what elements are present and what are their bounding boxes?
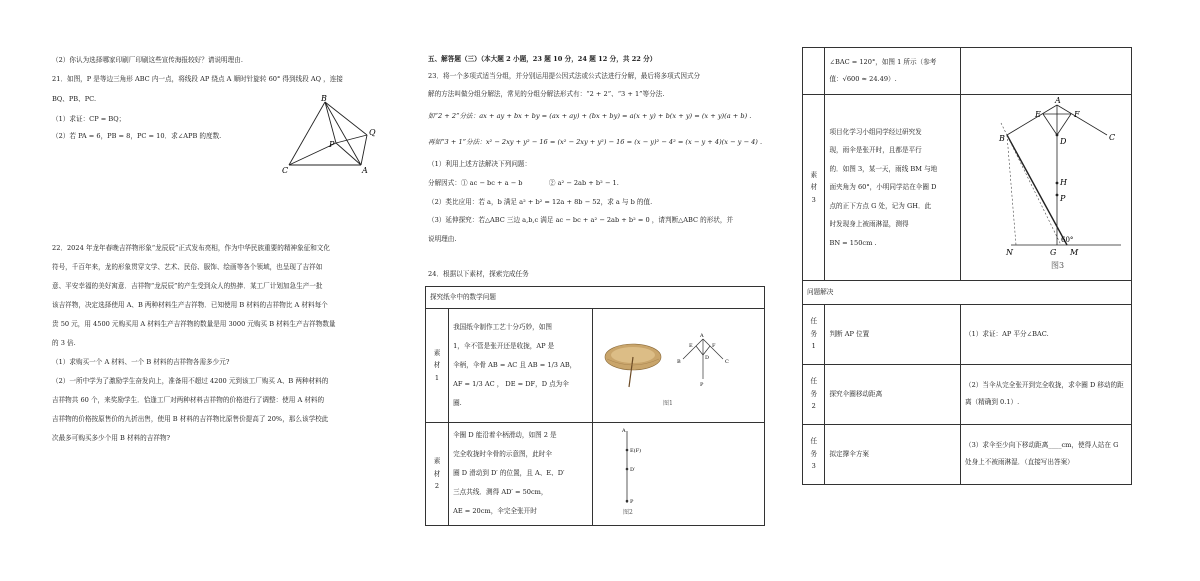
material2-line: 三点共线．测得 AD′ = 50cm， [453,488,548,497]
edge-pq [336,135,367,143]
fig2-caption: 图2 [623,508,634,516]
figure-1-umbrella [593,309,763,417]
fig1-label-p: P [700,382,704,388]
label-q: Q [369,128,376,137]
fig2-label-d-prime: D′ [630,466,636,473]
task2-description: （2）当伞从完全张开到完全收拢，求伞圈 D 移动的距离（精确到 0.1）. [960,364,1131,424]
task2-name: 探究伞圈移动距离 [825,364,961,424]
material1-line: 我国纸伞制作工艺十分巧妙，如图 [453,322,552,331]
q22-part2-line-3: 吉祥物的价格按原售价的九折出售，使用 B 材料的吉祥物比原售价提高了 20%，那么该学校此 [52,415,329,423]
fig3-label-p: P [1059,194,1066,203]
fig1-caption: 图1 [663,400,674,407]
fig3-label-f: F [1073,110,1080,119]
fig2-label-p: P [630,498,634,505]
edge-bq [325,102,367,135]
q23-part3: （3）延伸探究：若△ABC 三边 a,b,c 满足 ac − bc + a² − 2ab + b² = 0 ，请判断△ABC 的形状，并 [428,216,734,224]
material2-line: 伞圈 D 能沿着伞柄滑动，如图 2 是 [453,431,557,440]
fig3-label-e: E [1034,110,1041,119]
q23-line-2: 解的方法叫做分组分解法，常见的分组分解法形式有：“2 + 2”、“3 + 1”等分法. [428,90,665,98]
q23-part1-items: 分解因式：① ac − bc + a − b ② a² − 2ab + b² − 1. [428,179,619,187]
material1-figure-cell [593,309,765,423]
fig2-label-a: A [622,427,627,434]
material1-text [449,309,593,423]
material1-label: 素 材 1 [426,309,449,423]
q21-triangle-figure [280,95,380,175]
q22-part2-line-1: （2）一所中学为了激励学生奋发向上，准备用不超过 4200 元到该工厂购买 A、B 两种材料的 [52,377,329,385]
material1-continuation [825,48,961,95]
edge-qa [361,135,367,165]
edge-pa [336,143,361,165]
task3-label: 任 务 3 [803,424,825,484]
q23-part2: （2）类比应用：若 a，b 满足 a² + b² = 12a + 8b − 52，求 a 与 b 的值. [428,198,653,206]
fig3-label-d: D [1059,137,1067,146]
figure-2-closed-umbrella [593,423,763,521]
fig2-label-ef: E(F) [630,447,642,454]
q22-line-4: 该吉祥物，决定选择使用 A、B 两种材料生产吉祥物．已知使用 B 材料的吉祥物比 A 材料每个 [52,301,328,309]
task1-name: 判断 AP 位置 [825,304,961,364]
q23-example-3plus1: 再如“3 + 1”分法：x² − 2xy + y² − 16 = (x² − 2xy + y²) − 16 = (x − y)² − 4² = (x − y + 4)(x − y − 4) . [428,138,763,146]
q22-line-1: 22．2024 年龙年春晚吉祥物形象“龙辰辰”正式发布亮相，作为中华民族重要的精神象征和文化 [52,244,330,252]
q22-line-6: 的 3 倍. [52,339,76,347]
fig1-label-b: B [677,359,682,365]
material3-line: 点的正下方点 G 处，记为 GH．此 [829,201,932,210]
materials-table [425,286,765,526]
material2-text [449,422,593,526]
fig3-label-n: N [1005,248,1013,257]
section-title: 五、解答题（三）（本大题 2 小题，23 题 10 分，24 题 12 分，共 22 分） [428,55,657,63]
q22-part1: （1）求购买一个 A 材料、一个 B 材料的吉祥物各需多少元? [52,358,230,366]
fig3-label-m: M [1069,248,1079,257]
material3-line: 项目化学习小组同学经过研究发 [829,127,922,136]
edge-bc [289,102,325,165]
fig3-label-h: H [1059,178,1067,187]
edge-ba [325,102,361,165]
umbrella-photo [605,344,661,387]
q21-part2: （2）若 PA = 6，PB = 8，PC = 10．求∠APB 的度数. [52,132,222,140]
material1-line: 伞柄，伞骨 AB = AC 且 AB = 1/3 AB， [453,360,577,369]
label-b: B [321,95,327,103]
edge-pb [325,102,336,143]
fig1-label-d: D [705,355,710,361]
table-title: 探究纸伞中的数学问题 [426,287,765,309]
material2-line: 完全收拢时伞骨的示意图，此时伞 [453,450,552,459]
q22-line-3: 意、平安幸福的美好寓意．吉祥物“龙辰辰”的产生受到众人的热捧．某工厂计划加急生产一批 [52,282,323,290]
material1-line: AF = 1/3 AC ， DE = DF，D 点为伞 [453,379,569,388]
material2-label: 素 材 2 [426,422,449,526]
fig3-label-c: C [1108,133,1116,142]
q22-part2-line-4: 次最多可购买多少个用 B 材料的吉祥物? [52,434,171,442]
q22-part2-line-2: 吉祥物共 60 个，来奖励学生．恰逢工厂对两种材料吉祥物的价格进行了调整：使用 A 材料的 [52,396,325,404]
material1-line: 1，伞不管是张开还是收拢，AP 是 [453,341,555,350]
material3-line: 现，雨伞是张开时，且都是平行 [829,146,922,154]
task1-label: 任 务 1 [803,304,825,364]
material2-figure-cell [593,422,765,526]
q24-intro: 24．根据以下素材，探索完成任务 [428,270,529,278]
fig3-angle-label: 60° [1060,236,1074,244]
fig3-label-g: G [1049,248,1057,257]
material1-cont-line: ∠BAC = 120°，如图 1 所示（参考 [829,58,937,66]
q23-line-1: 23．将一个多项式适当分组，并分别运用提公因式法或公式法进行分解，最后将多项式因式分 [428,72,701,80]
task3-name: 拟定撑伞方案 [825,424,961,484]
q21-line2: BQ、PB、PC. [52,95,97,103]
materials-tasks-table [802,47,1132,485]
fig1-label-c: C [725,359,730,365]
q23-part3-cont: 说明理由. [428,235,457,243]
fig1-label-a: A [700,333,705,339]
material1-line: 圈. [453,398,462,407]
q21-line1: 21．如图，P 是等边三角形 ABC 内一点，将线段 AP 绕点 A 顺时针旋转 60° 得到线段 AQ ，连接 [52,75,343,83]
fig3-caption: 图3 [1050,261,1065,270]
q22-line-2: 符号，千百年来，龙的形象贯穿文学、艺术、民俗、服饰、绘画等各个领域，也呈现了吉祥如 [52,263,323,271]
material3-figure-cell [960,95,1131,281]
material3-label: 素 材 3 [803,95,825,281]
task3-description: （3）求伞至少向下移动距离____cm，使得人站在 G 处身上不被雨淋湿．（直接写出答案） [960,424,1131,484]
task2-label: 任 务 2 [803,364,825,424]
material3-line: 面夹角为 60°，小明同学站在伞圈 D [829,183,937,191]
material3-line: BN = 150cm . [829,238,877,247]
q23-example-2plus2: 如“2 + 2”分法：ax + ay + bx + by = (ax + ay) + (bx + by) = a(x + y) + b(x + y) = (x + y)(a + b) . [428,112,752,120]
material2-line: AE = 20cm，伞完全张开时 [453,507,537,516]
fig3-label-a: A [1054,96,1061,105]
material3-line: 的．如图 3，某一天，雨线 BM 与地 [829,164,938,173]
task1-description: （1）求证：AP 平分∠BAC. [960,304,1131,364]
label-a: A [362,166,368,175]
q21-part1: （1）求证：CP = BQ； [52,115,126,123]
fig1-label-f: F [712,343,716,349]
fig3-label-b: B [998,134,1005,143]
figure-3-rain-diagram [961,95,1131,275]
material2-line: 圈 D 滑动到 D′ 的位置，且 A、E、D′ [453,469,565,478]
q20-part2: （2）你认为选择哪家印刷厂印刷这些宣传海报较好？请说明理由. [52,56,243,64]
q23-part1: （1）利用上述方法解决下列问题： [428,160,532,168]
label-c: C [282,166,289,175]
problem-solving-header: 问题解决 [803,280,1132,304]
material1-cont-line: 值：√600 ≈ 24.49）. [829,75,897,83]
fig1-label-e: E [689,343,694,349]
material3-text [825,95,961,281]
label-p: P [329,140,335,149]
material3-line: 时发现身上被雨淋湿，测得 [829,220,909,228]
q22-line-5: 贵 50 元，用 4500 元购买用 A 材料生产吉祥物的数量是用 3000 元购买 B 材料生产吉祥物数量 [52,320,336,328]
